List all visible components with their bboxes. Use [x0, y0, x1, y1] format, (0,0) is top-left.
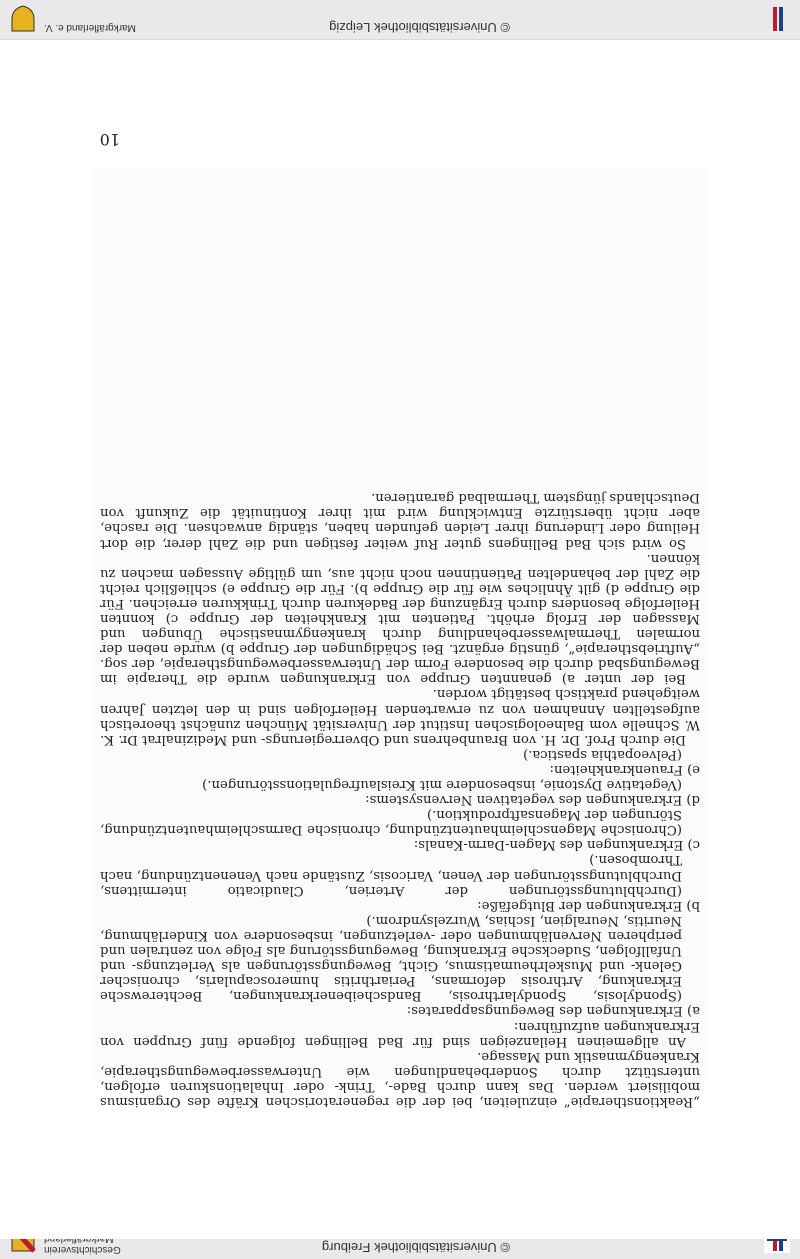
- list-body: (Durchblutungsstörungen der Arterien, Claudicatio intermittens, Durchblutungsstörungen der Venen, Varicosis, Zustände nach Venenentzündung, nach Thrombosen.): [100, 852, 682, 898]
- paragraph: So wird sich Bad Bellingens guter Ruf weiter festigen und die Zahl derer, die dort Heilung oder Linderung ihrer Leiden gefunden haben, ständig anwachsen. Die rasche, aber nicht überstürzte Entwicklung wird mit ihrer Kontinuität die Zukunft von Deutschlands jüngstem Thermalbad garantieren.: [100, 490, 700, 551]
- list-head: Erkrankungen des Bewegungsapparates:: [406, 1003, 683, 1019]
- list-item: [100, 777, 700, 807]
- viewer-footer: [0, 0, 800, 40]
- list-head: Erkrankungen des Magen-Darm-Kanals:: [413, 837, 684, 853]
- page-number: 10: [99, 130, 120, 149]
- university-logo-icon: [764, 5, 790, 33]
- verein-line-1: Geschichtsverein: [44, 1244, 121, 1255]
- list-label: e): [687, 761, 700, 777]
- document-text: [100, 490, 700, 1109]
- footer-verein-text: Markgräflerland e. V.: [44, 22, 136, 33]
- footer-library-text: © Universitätsbibliothek Leipzig: [329, 20, 510, 35]
- list-item: [100, 852, 700, 912]
- list-label: a): [686, 1003, 700, 1019]
- list-body: (Pelveopathia spastica.): [523, 746, 682, 762]
- paragraph: Bei der unter a) genannten Gruppe von Erkrankungen wurde die Therapie im Bewegungsbad durch die besondere Form der Unterwasserbewegungstherapie, der sog. „Auftriebstherapie“, günstig ergänzt. Bei Schädigungen der Gruppe b) wurde neben der normalen Thermalwasserbehandlung durch krankengymnastische Übungen und Massagen der Erfolg erhöht. Patienten mit Krankheiten der Gruppe c) konnten Heilerfolge besonders durch Ergänzung der Badekuren durch Trinkkuren erreichen. Für die Gruppe d) gilt Ähnliches wie für die Gruppe b). Für die Gruppe e) schließlich reicht die Zahl der behandelten Patientinnen noch nicht aus, um gültige Aussagen machen zu können.: [100, 550, 700, 687]
- list-body: (Spondylosis, Spondylarthrosis, Bandscheibenerkrankungen, Bechterewsche Erkrankung, Arthrosis deformans, Periarthritis humeroscapularis, chronischer Gelenk- und Muskelrheumatismus, Gicht, Bewegungsstörungen als Verletzungs- und Unfallfolgen, Sudecksche Erkrankung, Bewegungsstörung als Folge von zentralen und peripheren Nervenlähmungen oder -verletzungen, insbesondere von Kinderlähmung, Neuritis, Neuralgien, Ischias, Wurzelsyndrom.): [100, 912, 682, 1004]
- paragraph: „Reaktionstherapie“ einzuleiten, bei der die regeneratorischen Kräfte des Organismus mobilisiert werden. Das kann durch Bade-, Trink- oder Inhalationskuren erfolgen, unterstützt durch Sonderbehandlungen wie Unterwasserbewegungstherapie, Krankengymnastik und Massage.: [100, 1048, 700, 1109]
- document-page: [0, 40, 800, 1239]
- paragraph: Die durch Prof. Dr. H. von Braunbehrens und Obverregierungs- und Medizinalrat Dr. K. W. Schnelle vom Balneologischen Institut der Universität München zunächst theoretisch aufgestellten Annahmen von zu erwartenden Heilerfolgen sind in den letzten Jahren weitgehend praktisch bestätigt worden.: [100, 686, 700, 747]
- list-item: [100, 807, 700, 852]
- list-item: [100, 913, 700, 1019]
- coat-of-arms-icon: [10, 5, 36, 33]
- paragraph: An allgemeinen Heilanzeigen sind für Bad Bellingen folgende fünf Gruppen von Erkrankungen aufzuführen:: [100, 1018, 700, 1049]
- list-head: Erkrankungen der Blutgefäße:: [477, 897, 683, 913]
- list-label: d): [686, 792, 700, 808]
- header-library-text: © Universitätsbibliothek Freiburg: [321, 1240, 510, 1255]
- list-body: (Chronische Magenschleimhautentzündung, chronische Darmschleimhautentzündung, Störungen der Magensaftproduktion.): [100, 807, 682, 838]
- list-head: Erkrankungen des vegetativen Nervensystems:: [365, 792, 683, 808]
- list-label: c): [687, 837, 700, 853]
- list-item: [100, 747, 700, 777]
- list-head: Frauenkrankheiten:: [549, 761, 683, 777]
- list-body: (Vegetative Dystonie, insbesondere mit Kreislaufregulationsstörungen.): [202, 777, 682, 793]
- list-label: b): [686, 897, 700, 913]
